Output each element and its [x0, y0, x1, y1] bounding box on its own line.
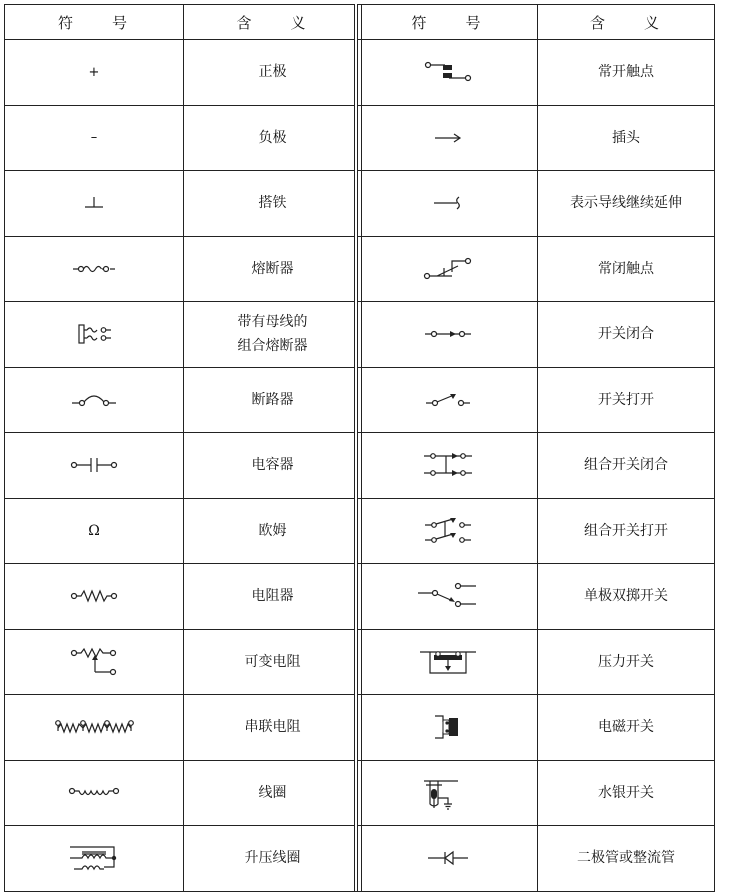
table-row [5, 236, 362, 302]
meaning-cell: 可变电阻 [184, 629, 362, 695]
meaning-column-header: 含 义 [538, 5, 715, 40]
ohm-icon: Ω [5, 498, 184, 564]
series-resistor-icon [5, 695, 184, 761]
table-row [5, 498, 362, 564]
mercury-switch-icon [358, 760, 538, 826]
busbar-fuse-icon [5, 302, 184, 368]
meaning-cell: 单极双掷开关 [538, 564, 715, 630]
diode-icon [358, 826, 538, 892]
table-row [358, 105, 715, 171]
header-row [358, 5, 715, 40]
table-row [5, 695, 362, 761]
capacitor-icon [5, 433, 184, 499]
meaning-cell: 组合开关闭合 [538, 433, 715, 499]
wire-continue-icon [358, 171, 538, 237]
table-row [358, 695, 715, 761]
meaning-cell: 断路器 [184, 367, 362, 433]
meaning-column-header: 含 义 [184, 5, 362, 40]
meaning-cell: 电阻器 [184, 564, 362, 630]
table-row [5, 105, 362, 171]
table-row [5, 826, 362, 892]
table-row [358, 367, 715, 433]
table-row [358, 40, 715, 106]
table-row [5, 760, 362, 826]
table-row [358, 433, 715, 499]
meaning-cell: 插头 [538, 105, 715, 171]
meaning-cell: 带有母线的 组合熔断器 [184, 302, 362, 368]
table-row [358, 236, 715, 302]
meaning-cell: 负极 [184, 105, 362, 171]
meaning-cell: 压力开关 [538, 629, 715, 695]
meaning-cell: 串联电阻 [184, 695, 362, 761]
table-row [358, 760, 715, 826]
right-symbol-table [357, 4, 715, 892]
circuit-breaker-icon [5, 367, 184, 433]
table-row [5, 433, 362, 499]
meaning-cell: 开关打开 [538, 367, 715, 433]
table-row [358, 498, 715, 564]
meaning-cell: 常开触点 [538, 40, 715, 106]
resistor-icon [5, 564, 184, 630]
meaning-cell: 组合开关打开 [538, 498, 715, 564]
coil-icon [5, 760, 184, 826]
meaning-cell: 搭铁 [184, 171, 362, 237]
normally-open-contact-icon [358, 40, 538, 106]
spdt-switch-icon [358, 564, 538, 630]
pressure-switch-icon [358, 629, 538, 695]
header-row [5, 5, 362, 40]
switch-open-icon [358, 367, 538, 433]
meaning-cell: 欧姆 [184, 498, 362, 564]
table-row [5, 40, 362, 106]
meaning-cell: 开关闭合 [538, 302, 715, 368]
table-row [358, 564, 715, 630]
fuse-icon [5, 236, 184, 302]
meaning-cell: 电容器 [184, 433, 362, 499]
table-row [358, 629, 715, 695]
table-row [5, 171, 362, 237]
table-row [358, 826, 715, 892]
plug-icon [358, 105, 538, 171]
meaning-cell: 正极 [184, 40, 362, 106]
ground-icon [5, 171, 184, 237]
symbol-column-header: 符 号 [358, 5, 538, 40]
minus-sign-icon: – [5, 105, 184, 171]
variable-resistor-icon [5, 629, 184, 695]
solenoid-switch-icon [358, 695, 538, 761]
combo-switch-closed-icon [358, 433, 538, 499]
meaning-cell: 二极管或整流管 [538, 826, 715, 892]
meaning-cell: 水银开关 [538, 760, 715, 826]
meaning-cell: 常闭触点 [538, 236, 715, 302]
switch-closed-icon [358, 302, 538, 368]
meaning-cell: 线圈 [184, 760, 362, 826]
plus-sign-icon: + [5, 40, 184, 106]
meaning-cell: 升压线圈 [184, 826, 362, 892]
symbol-column-header: 符 号 [5, 5, 184, 40]
table-row [5, 367, 362, 433]
left-symbol-table [4, 4, 362, 892]
step-up-coil-icon [5, 826, 184, 892]
meaning-cell: 表示导线继续延伸 [538, 171, 715, 237]
meaning-cell: 熔断器 [184, 236, 362, 302]
table-row [5, 564, 362, 630]
combo-switch-open-icon [358, 498, 538, 564]
meaning-cell: 电磁开关 [538, 695, 715, 761]
table-row [5, 629, 362, 695]
table-row [5, 302, 362, 368]
table-row [358, 302, 715, 368]
normally-closed-contact-icon [358, 236, 538, 302]
table-row [358, 171, 715, 237]
